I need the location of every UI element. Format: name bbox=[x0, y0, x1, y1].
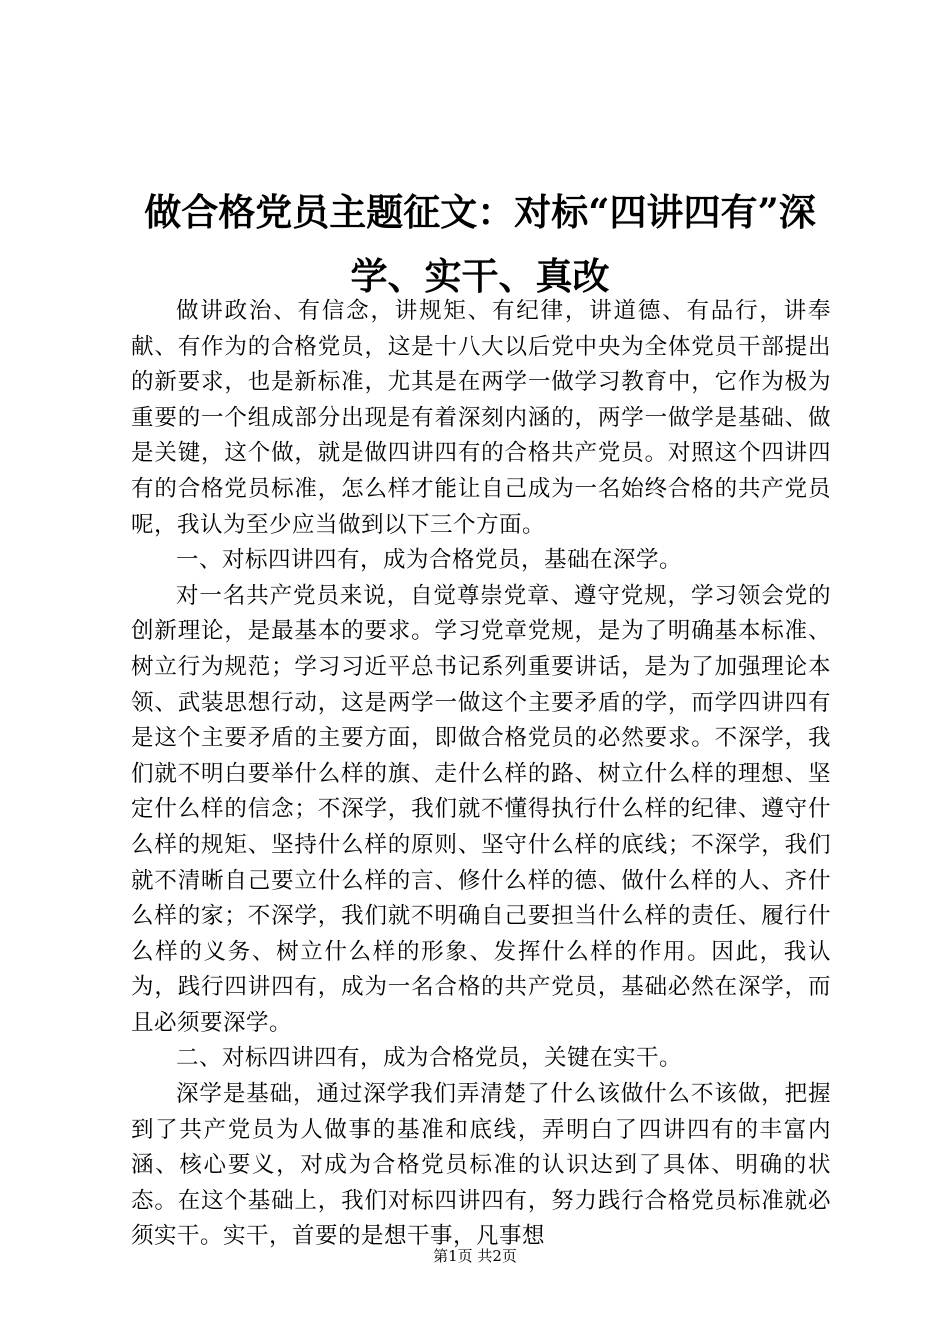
document-body bbox=[131, 294, 831, 1255]
page-footer: 第1页 共2页 bbox=[433, 1247, 517, 1265]
section-heading: 一、对标四讲四有，成为合格党员，基础在深学。 bbox=[176, 547, 683, 574]
document-title: 做合格党员主题征文：对标“四讲四有”深学、实干、真改 bbox=[144, 190, 816, 298]
paragraph: 做讲政治、有信念，讲规矩、有纪律，讲道德、有品行，讲奉献、有作为的合格党员，这是十八大以后党中央为全体党员干部提出的新要求，也是新标准，尤其是在两学一做学习教育中，它作为极为重要的一个组成部分出现是有着深刻内涵的，两学一做学是基础、做是关键，这个做，就是做四讲四有的合格共产党员。对照这个四讲四有的合格党员标准，怎么样才能让自己成为一名始终合格的共产党员呢，我认为至少应当做到以下三个方面。 bbox=[131, 298, 831, 538]
paragraph: 深学是基础，通过深学我们弄清楚了什么该做什么不该做，把握到了共产党员为人做事的基准和底线，弄明白了四讲四有的丰富内涵、核心要义，对成为合格党员标准的认识达到了具体、明确的状态。在这个基础上，我们对标四讲四有，努力践行合格党员标准就必须实干。实干，首要的是想干事，凡事想 bbox=[131, 1081, 831, 1250]
section-heading: 二、对标四讲四有，成为合格党员，关键在实干。 bbox=[176, 1045, 683, 1072]
paragraph: 对一名共产党员来说，自觉尊崇党章、遵守党规，学习领会党的创新理论，是最基本的要求。学习党章党规，是为了明确基本标准、树立行为规范；学习习近平总书记系列重要讲话，是为了加强理论本领、武装思想行动，这是两学一做这个主要矛盾的学，而学四讲四有是这个主要矛盾的主要方面，即做合格党员的必然要求。不深学，我们就不明白要举什么样的旗、走什么样的路、树立什么样的理想、坚定什么样的信念；不深学，我们就不懂得执行什么样的纪律、遵守什么样的规矩、坚持什么样的原则、坚守什么样的底线；不深学，我们就不清晰自己要立什么样的言、修什么样的德、做什么样的人、齐什么样的家；不深学，我们就不明确自己要担当什么样的责任、履行什么样的义务、树立什么样的形象、发挥什么样的作用。因此，我认为，践行四讲四有，成为一名合格的共产党员，基础必然在深学，而且必须要深学。 bbox=[131, 582, 831, 1036]
